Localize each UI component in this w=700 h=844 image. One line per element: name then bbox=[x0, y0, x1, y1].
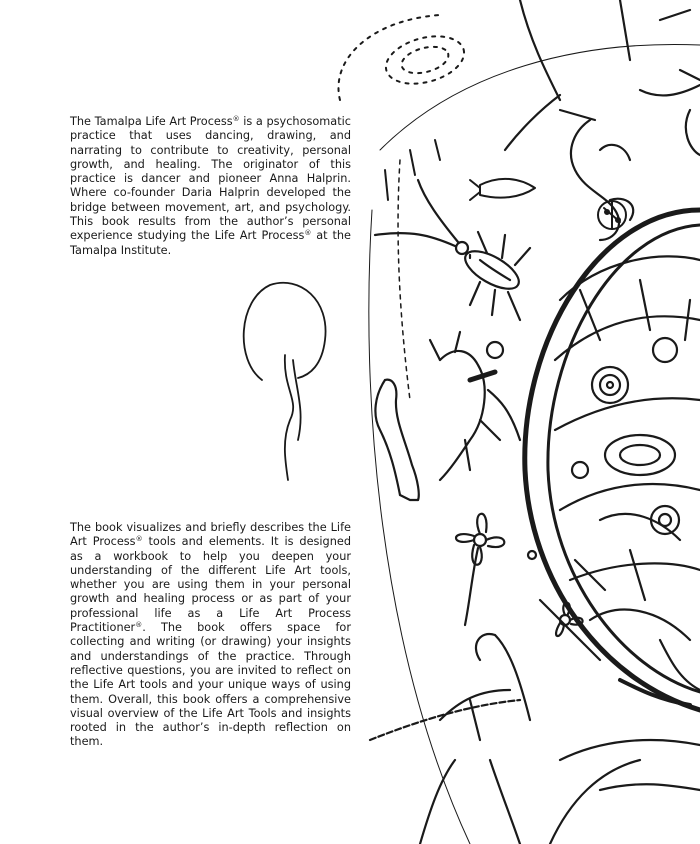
bottom-strokes bbox=[370, 640, 700, 844]
registered-mark: ® bbox=[135, 535, 143, 544]
outer-dome-left-arc bbox=[369, 210, 470, 844]
registered-mark: ® bbox=[232, 115, 240, 123]
goat-drawing bbox=[430, 332, 520, 480]
dotted-swirl bbox=[338, 15, 469, 100]
description-text-3: . The book offers space for collecting and writing (or drawing) your insights and understandings of the practice. Through reflective questions, you are invited to reflect on the Life Art tools and your unique ways of using them. Overall, this book offers a comprehensive visual overview of the Life Art Tools and insights rooted in the author’s in-depth reflection on them. bbox=[70, 621, 351, 749]
description-text-1: The book visualizes and briefly describes the Life Art Process bbox=[70, 521, 351, 549]
ladybug-drawing bbox=[598, 201, 626, 229]
dashed-arc bbox=[398, 160, 410, 400]
top-insect-legs bbox=[505, 0, 700, 155]
intro-text-2: is a psychosomatic practice that uses dancing, drawing, and narrating to contribute to creativity, personal growth, and healing. The originator of this practice is dancer and pioneer Anna Halprin. Where co-founder Daria Halprin developed the bridge between movement, art, and psychology. This book results from the author’s personal experience studying the Life Art Process bbox=[70, 115, 351, 243]
bird-drawing bbox=[560, 110, 633, 240]
small-vertical-marks bbox=[385, 140, 440, 200]
intro-text-1: The Tamalpa Life Art Process bbox=[70, 115, 233, 128]
intro-text-3: at the Tamalpa Institute. bbox=[70, 229, 351, 257]
registered-mark: ® bbox=[304, 229, 312, 238]
description-text-2: tools and elements. It is designed as a workbook to help you deepen your understanding of the different Life Art tools, whether you are using them in your personal growth and healing process or as part of your professional life as a Life Art Process Practitioner bbox=[70, 535, 351, 635]
flower-drawing bbox=[456, 514, 600, 660]
fish-drawing bbox=[470, 179, 535, 200]
head-sketch bbox=[244, 283, 326, 480]
registered-mark: ® bbox=[135, 621, 143, 630]
seal-drawing bbox=[375, 380, 418, 500]
stick-figure-drawing bbox=[440, 634, 530, 740]
